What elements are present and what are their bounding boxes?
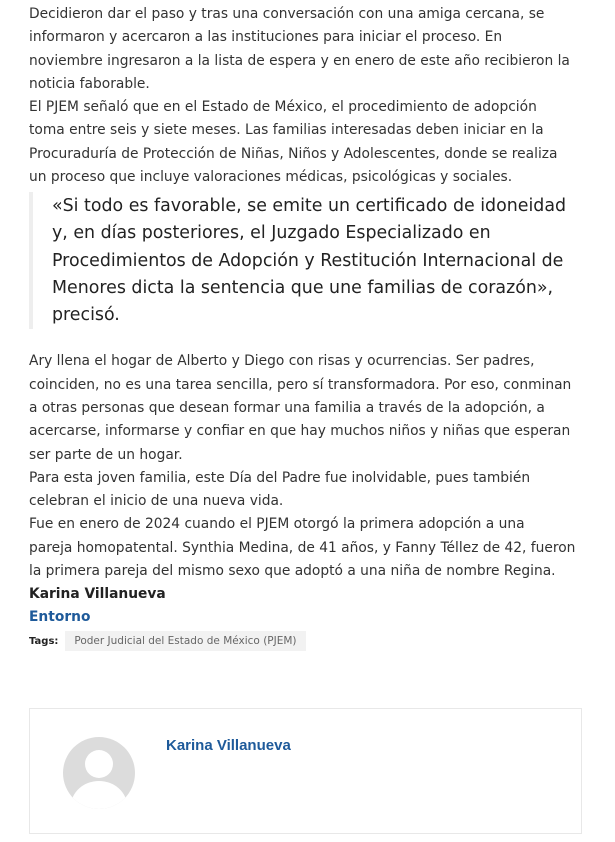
text-line: noticia faborable.	[29, 75, 150, 92]
category-link[interactable]: Entorno	[29, 609, 91, 626]
spacer	[29, 329, 589, 350]
text-line: toma entre seis y siete meses. Las familias interesadas deben iniciar en la	[29, 122, 544, 139]
author-box	[29, 708, 582, 834]
text-line: la primera pareja del mismo sexo que adoptó a una niña de nombre Regina.	[29, 563, 556, 580]
article-body	[29, 3, 589, 651]
blockquote	[29, 192, 589, 329]
text-line: a otras personas que desean formar una familia a través de la adopción, a	[29, 399, 545, 416]
paragraph-pjem-procedure	[29, 96, 589, 189]
author-name-link[interactable]: Karina Villanueva	[166, 737, 291, 754]
text-line: acercarse, informarse y confiar en que hay muchos niños y niñas que esperan	[29, 423, 571, 440]
text-line: noviembre ingresaron a la lista de espera y en enero de este año recibieron la	[29, 52, 570, 69]
text-line: ser parte de un hogar.	[29, 446, 183, 463]
quote-line: Procedimientos de Adopción y Restitución Internacional de	[52, 250, 564, 271]
quote-line: «Si todo es favorable, se emite un certificado de idoneidad	[52, 196, 567, 217]
avatar-shoulders-shape	[71, 781, 127, 809]
text-line: un proceso que incluye valoraciones médicas, psicológicas y sociales.	[29, 169, 513, 186]
paragraph-fathers-day	[29, 467, 589, 514]
tags-label: Tags:	[29, 635, 59, 647]
paragraph-decision	[29, 3, 589, 96]
tag-chip[interactable]: Poder Judicial del Estado de México (PJEM)	[65, 631, 305, 651]
text-line: celebran el inicio de una nueva vida.	[29, 493, 284, 510]
tags-row	[29, 631, 589, 651]
text-line: coinciden, no es una tarea sencilla, pero sí transformadora. Por eso, conminan	[29, 376, 572, 393]
text-line: Fue en enero de 2024 cuando el PJEM otorgó la primera adopción a una	[29, 516, 525, 533]
default-user-avatar-icon[interactable]	[63, 737, 135, 809]
paragraph-ary	[29, 350, 589, 466]
byline-author: Karina Villanueva	[29, 586, 166, 603]
quote-line: y, en días posteriores, el Juzgado Especializado en	[52, 223, 491, 244]
text-line: Decidieron dar el paso y tras una conversación con una amiga cercana, se	[29, 6, 545, 22]
text-line: Para esta joven familia, este Día del Padre fue inolvidable, pues también	[29, 469, 531, 486]
text-line: El PJEM señaló que en el Estado de México, el procedimiento de adopción	[29, 99, 537, 116]
text-line: informaron y acercaron a las instituciones para iniciar el proceso. En	[29, 29, 503, 46]
quote-line: Menores dicta la sentencia que une familias de corazón»,	[52, 277, 554, 298]
text-line: Procuraduría de Protección de Niñas, Niños y Adolescentes, donde se realiza	[29, 145, 558, 162]
text-line: Ary llena el hogar de Alberto y Diego con risas y ocurrencias. Ser padres,	[29, 353, 535, 370]
avatar-head-shape	[85, 750, 113, 778]
quote-line: precisó.	[52, 304, 120, 325]
paragraph-first-adoption	[29, 513, 589, 583]
text-line: pareja homopatental. Synthia Medina, de 41 años, y Fanny Téllez de 42, fueron	[29, 539, 576, 556]
